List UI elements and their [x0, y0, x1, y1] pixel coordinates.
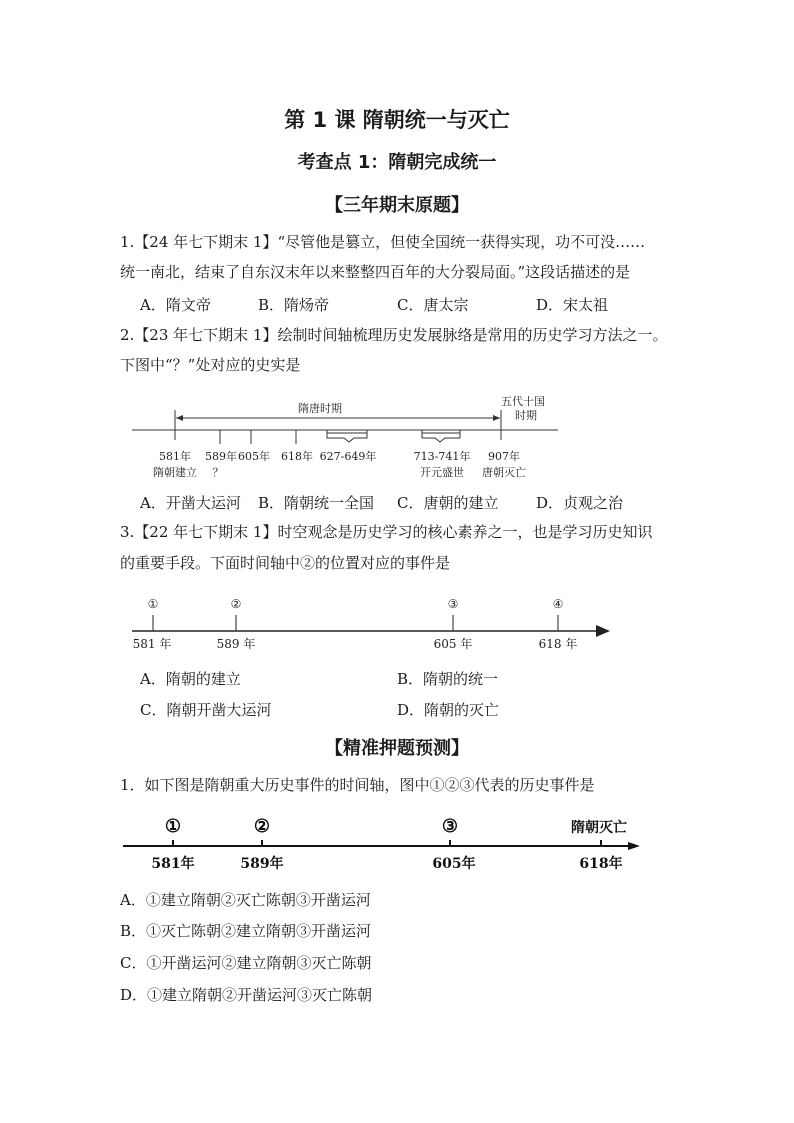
q1-line2: 统一南北，结束了自东汉末年以来整整四百年的大分裂局面。”这段话描述的是: [120, 263, 631, 281]
year-618: 618年: [281, 450, 313, 463]
q3-option-c[interactable]: C．隋朝开凿大运河: [140, 701, 272, 719]
q3-mark-2: ②: [230, 597, 242, 611]
year-713-741: 713-741年: [413, 450, 471, 463]
q2-line2: 下图中“？”处对应的史实是: [120, 356, 301, 374]
q2-option-c[interactable]: C．唐朝的建立: [397, 494, 499, 512]
p1-year-618: 618年: [579, 856, 623, 872]
p1-line1: 1．如下图是隋朝重大历史事件的时间轴，图中①②③代表的历史事件是: [120, 776, 595, 794]
q2-timeline: [120, 388, 580, 483]
p1-mark-1: ①: [164, 816, 182, 837]
sub-sui-founded: 隋朝建立: [153, 466, 197, 479]
q3-option-b[interactable]: B．隋朝的统一: [397, 670, 499, 688]
right-label-2: 时期: [515, 409, 537, 422]
p1-option-c[interactable]: C．①开凿运河②建立隋朝③灭亡陈朝: [120, 954, 372, 972]
p1-arrow-icon: [628, 842, 640, 850]
q1-option-a[interactable]: A．隋文帝: [140, 296, 211, 314]
right-label-1: 五代十国: [501, 395, 545, 408]
period-label: 隋唐时期: [298, 402, 342, 415]
p1-year-605: 605年: [432, 856, 476, 872]
q1-option-b[interactable]: B．隋炀帝: [258, 296, 330, 314]
q3-mark-1: ①: [147, 597, 159, 611]
q2-line1: 2.【23 年七下期末 1】绘制时间轴梳理历史发展脉络是常用的历史学习方法之一。: [120, 326, 668, 344]
year-581: 581年: [159, 450, 191, 463]
q2-option-a[interactable]: A．开凿大运河: [140, 494, 241, 512]
section-past-exams: 【三年期末原题】: [325, 195, 469, 216]
q3-mark-3: ③: [447, 597, 459, 611]
q3-line1: 3.【22 年七下期末 1】时空观念是历史学习的核心素养之一，也是学习历史知识: [120, 523, 653, 541]
year-907: 907年: [488, 450, 520, 463]
p1-mark-3: ③: [441, 816, 459, 837]
p1-timeline: [118, 810, 648, 876]
q2-option-b[interactable]: B．隋朝统一全国: [258, 494, 375, 512]
q3-year-581: 581 年: [132, 637, 172, 651]
year-589: 589年: [205, 450, 237, 463]
bracket-713-741: [422, 430, 460, 442]
year-605: 605年: [238, 450, 270, 463]
q3-option-d[interactable]: D．隋朝的灭亡: [397, 701, 500, 719]
q3-option-a[interactable]: A．隋朝的建立: [140, 670, 241, 688]
q3-year-605: 605 年: [433, 637, 473, 651]
q1-line1: 1.【24 年七下期末 1】“尽管他是篡立，但使全国统一获得实现，功不可没……: [120, 233, 646, 251]
bracket-713-741-box: [422, 430, 460, 433]
year-627-649: 627-649年: [319, 450, 377, 463]
bracket-627-649: [327, 430, 367, 442]
p1-mark-2: ②: [253, 816, 271, 837]
q3-year-618: 618 年: [538, 637, 578, 651]
q3-year-589: 589 年: [216, 637, 256, 651]
p1-end-label: 隋朝灭亡: [571, 820, 627, 836]
sub-tang-fall: 唐朝灭亡: [482, 466, 526, 479]
q3-line2: 的重要手段。下面时间轴中②的位置对应的事件是: [120, 554, 451, 572]
arrow-left-icon: [176, 415, 183, 421]
sub-question-mark: ？: [212, 466, 224, 479]
lesson-title: 第 1 课 隋朝统一与灭亡: [284, 108, 510, 132]
p1-year-581: 581年: [151, 856, 195, 872]
p1-option-b[interactable]: B．①灭亡陈朝②建立隋朝③开凿运河: [120, 922, 372, 940]
q1-option-d[interactable]: D．宋太祖: [536, 296, 609, 314]
p1-year-589: 589年: [240, 856, 284, 872]
bracket-627-649-box: [327, 430, 367, 433]
q1-option-c[interactable]: C．唐太宗: [397, 296, 469, 314]
q2-option-d[interactable]: D．贞观之治: [536, 494, 624, 512]
arrow-right-icon: [493, 415, 500, 421]
q3-mark-4: ④: [552, 597, 564, 611]
q3-timeline: [120, 590, 620, 655]
section-predict: 【精准押题预测】: [325, 738, 469, 759]
p1-option-d[interactable]: D．①建立隋朝②开凿运河③灭亡陈朝: [120, 986, 373, 1004]
p1-option-a[interactable]: A．①建立隋朝②灭亡陈朝③开凿运河: [120, 891, 371, 909]
sub-kaiyuan: 开元盛世: [420, 466, 464, 479]
point-title: 考查点 1：隋朝完成统一: [297, 152, 497, 173]
q3-arrow-icon: [596, 625, 610, 637]
